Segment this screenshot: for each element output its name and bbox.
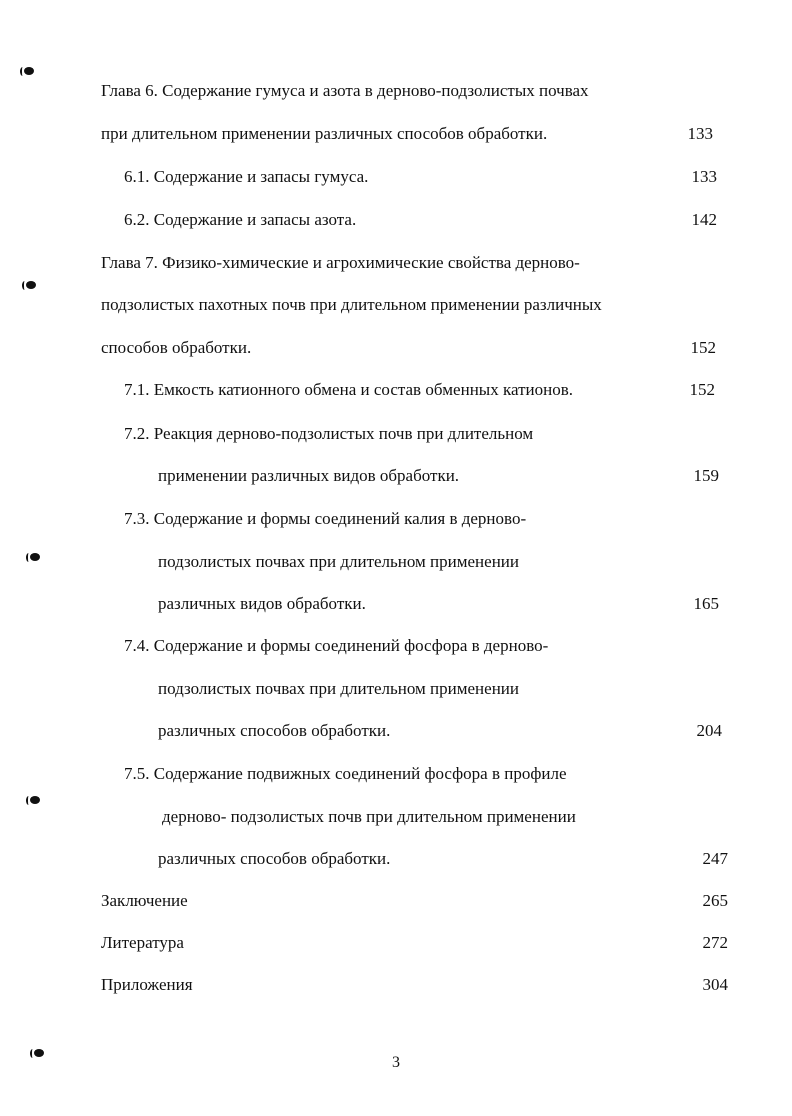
toc-section-6-2-page: 142 bbox=[691, 210, 717, 229]
toc-section-7-5-line1: 7.5. Содержание подвижных соединений фосфора в профиле bbox=[124, 764, 567, 783]
toc-chapter6-page: 133 bbox=[687, 124, 713, 143]
toc-section-7-4-line3: различных способов обработки. bbox=[158, 721, 391, 740]
binder-hole-mark bbox=[30, 553, 40, 561]
toc-appendix-page: 304 bbox=[702, 975, 728, 994]
toc-section-7-2-line1: 7.2. Реакция дерново-подзолистых почв при длительном bbox=[124, 424, 534, 443]
page-number: 3 bbox=[392, 1054, 400, 1071]
toc-section-7-1-page: 152 bbox=[689, 380, 715, 399]
toc-section-7-4-line2: подзолистых почвах при длительном применении bbox=[158, 679, 519, 698]
toc-section-7-4-page: 204 bbox=[696, 721, 722, 740]
toc-section-7-5-page: 247 bbox=[702, 849, 728, 868]
toc-section-7-3-line1: 7.3. Содержание и формы соединений калия в дерново- bbox=[124, 509, 527, 528]
toc-appendix: Приложения bbox=[101, 975, 193, 994]
toc-literature-page: 272 bbox=[702, 933, 728, 952]
toc-section-7-2-line2: применении различных видов обработки. bbox=[158, 466, 460, 485]
toc-chapter7-page: 152 bbox=[690, 338, 716, 357]
toc-section-6-1-page: 133 bbox=[691, 167, 717, 186]
toc-section-7-4-line1: 7.4. Содержание и формы соединений фосфора в дерново- bbox=[124, 636, 549, 655]
toc-chapter6-title-line1: Глава 6. Содержание гумуса и азота в дерново-подзолистых почвах bbox=[101, 81, 589, 100]
toc-section-7-3-page: 165 bbox=[693, 594, 719, 613]
binder-hole-mark bbox=[24, 67, 34, 75]
toc-chapter7-title-line3: способов обработки. bbox=[101, 338, 252, 357]
toc-section-6-1: 6.1. Содержание и запасы гумуса. bbox=[124, 167, 369, 186]
toc-section-6-2: 6.2. Содержание и запасы азота. bbox=[124, 210, 357, 229]
toc-conclusion-page: 265 bbox=[702, 891, 728, 910]
toc-section-7-1: 7.1. Емкость катионного обмена и состав обменных катионов. bbox=[124, 380, 573, 399]
toc-section-7-5-line3: различных способов обработки. bbox=[158, 849, 391, 868]
toc-section-7-3-line2: подзолистых почвах при длительном применении bbox=[158, 552, 519, 571]
toc-chapter7-title-line2: подзолистых пахотных почв при длительном применении различных bbox=[101, 295, 602, 314]
binder-hole-mark bbox=[26, 281, 36, 289]
toc-section-7-5-line2: дерново- подзолистых почв при длительном применении bbox=[162, 807, 576, 826]
binder-hole-mark bbox=[30, 796, 40, 804]
toc-chapter7-title-line1: Глава 7. Физико-химические и агрохимические свойства дерново- bbox=[101, 253, 580, 272]
toc-conclusion: Заключение bbox=[101, 891, 188, 910]
toc-chapter6-title-line2: при длительном применении различных способов обработки. bbox=[101, 124, 548, 143]
toc-section-7-3-line3: различных видов обработки. bbox=[158, 594, 366, 613]
toc-literature: Литература bbox=[101, 933, 184, 952]
toc-section-7-2-page: 159 bbox=[693, 466, 719, 485]
